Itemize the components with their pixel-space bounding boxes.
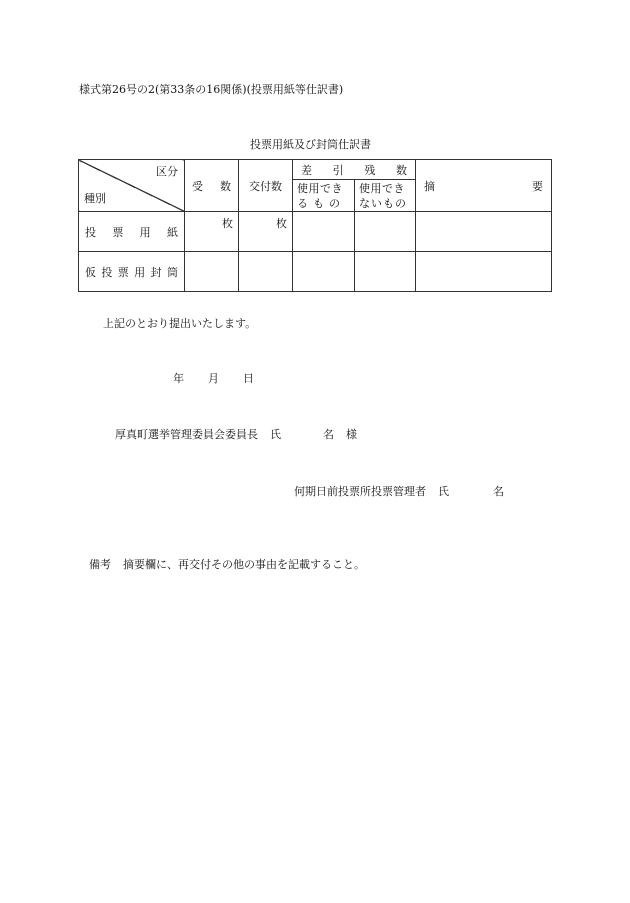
submission-statement: 上記のとおり提出いたします。	[103, 317, 257, 330]
form-number: 様式第26号の2(第33条の16関係)(投票用紙等仕訳書)	[79, 83, 344, 96]
row-label-ballot-paper	[79, 212, 185, 252]
header-received	[185, 160, 239, 212]
date-line	[173, 370, 254, 386]
row-label-char: 筒	[166, 265, 178, 279]
document-title: 投票用紙及び封筒仕訳書	[250, 138, 371, 151]
date-month: 月	[208, 372, 219, 385]
row-label-provisional-envelope	[79, 252, 185, 292]
remarks-note	[89, 556, 365, 572]
row-label-char: 票	[117, 265, 129, 279]
addressee-name-label: 氏	[270, 428, 281, 441]
ballot-sorting-table	[78, 159, 552, 292]
note-text: 摘要欄に、再交付その他の事由を記載すること。	[123, 558, 365, 571]
header-issued	[239, 160, 293, 212]
cell-remarks-ballot-paper	[416, 212, 552, 252]
unit-sheets: 枚	[222, 217, 233, 230]
addressee-title: 厚真町選挙管理委員会委員長	[115, 428, 258, 441]
header-balance-char: 数	[395, 163, 407, 177]
cell-unusable-provisional-envelope	[355, 252, 416, 292]
subheader-unusable-line1: 使用でき	[359, 181, 405, 195]
subheader-usable	[293, 180, 355, 212]
subheader-usable-line1: 使用でき	[297, 181, 343, 195]
header-received-char: 数	[220, 179, 231, 193]
note-label: 備考	[89, 558, 111, 571]
header-received-char: 受	[192, 179, 203, 193]
header-remarks	[416, 160, 552, 212]
sender-name-label: 氏	[438, 485, 449, 498]
header-issued-label: 交付数	[249, 179, 282, 193]
cell-received-provisional-envelope	[185, 252, 239, 292]
cell-remarks-provisional-envelope	[416, 252, 552, 292]
addressee-line	[115, 426, 357, 442]
subheader-usable-line2: るもの	[297, 196, 345, 210]
date-year: 年	[173, 372, 184, 385]
header-remarks-char: 要	[532, 179, 543, 193]
unit-sheets: 枚	[276, 217, 287, 230]
header-remarks-char: 摘	[424, 179, 435, 193]
cell-received-ballot-paper	[185, 212, 239, 252]
row-label-char: 票	[112, 225, 124, 239]
row-label-char: 仮	[85, 265, 96, 279]
row-label-char: 投	[85, 225, 96, 239]
row-label-char: 用	[139, 225, 151, 239]
row-label-char: 用	[134, 265, 146, 279]
table-row-provisional-envelope	[79, 252, 552, 292]
subheader-unusable	[355, 180, 416, 212]
header-balance	[293, 160, 416, 180]
row-label-char: 紙	[166, 225, 178, 239]
subheader-unusable-line2: ないもの	[359, 196, 407, 210]
corner-label-type: 種別	[84, 192, 106, 205]
corner-label-category: 区分	[156, 165, 178, 178]
addressee-honorific: 様	[346, 428, 357, 441]
cell-usable-ballot-paper	[293, 212, 355, 252]
cell-unusable-ballot-paper	[355, 212, 416, 252]
row-label-char: 封	[150, 265, 162, 279]
sender-line	[294, 483, 504, 499]
cell-issued-provisional-envelope	[239, 252, 293, 292]
addressee-name-label: 名	[323, 428, 334, 441]
date-day: 日	[243, 372, 254, 385]
cell-issued-ballot-paper	[239, 212, 293, 252]
header-balance-char: 差	[301, 163, 312, 177]
table-corner-cell	[79, 160, 185, 212]
row-label-char: 投	[101, 265, 113, 279]
header-balance-char: 残	[364, 163, 376, 177]
table-row-ballot-paper	[79, 212, 552, 252]
sender-title: 何期日前投票所投票管理者	[294, 485, 426, 498]
cell-usable-provisional-envelope	[293, 252, 355, 292]
sender-name-label: 名	[493, 485, 504, 498]
header-balance-char: 引	[332, 163, 344, 177]
